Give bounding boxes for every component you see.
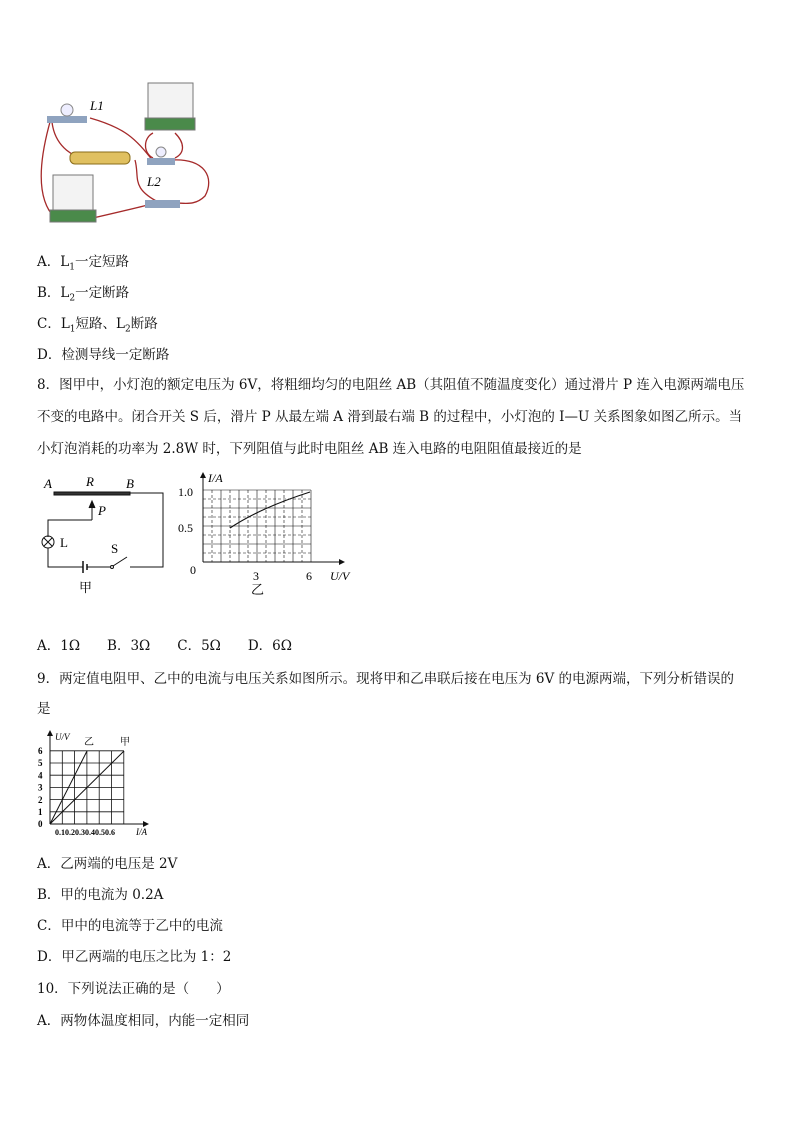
q9-option-a: A．乙两端的电压是 2V bbox=[37, 856, 178, 872]
battery-icon bbox=[70, 152, 130, 164]
q8-text-line: 小灯泡消耗的功率为 2.8W 时，下列阻值与此时电阻丝 AB 连入电路的电阻阻值最接近的是 bbox=[37, 441, 582, 457]
y-tick-label: 0 bbox=[38, 819, 43, 830]
bulb-icon bbox=[61, 104, 73, 116]
x-tick-labels: 0.10.20.30.40.50.6 bbox=[55, 828, 115, 837]
caption-jia: 甲 bbox=[79, 580, 93, 595]
q9-option-c: C．甲中的电流等于乙中的电流 bbox=[37, 918, 223, 934]
battery-icon bbox=[83, 561, 87, 573]
series-label-yi: 乙 bbox=[84, 737, 94, 748]
q7-circuit-figure bbox=[35, 78, 220, 226]
q8-text-line: 不变的电路中。闭合开关 S 后，滑片 P 从最左端 A 滑到最右端 B 的过程中，小灯泡的 I—U 关系图象如图乙所示。当 bbox=[37, 409, 743, 425]
label-L: L bbox=[60, 535, 68, 550]
label-B: B bbox=[126, 476, 134, 491]
y-tick-label: 2 bbox=[38, 794, 43, 805]
label-P: P bbox=[98, 503, 106, 518]
x-tick-3: 3 bbox=[253, 569, 259, 583]
y-tick-label: 4 bbox=[38, 770, 43, 781]
q9-text-line: 9．两定值电阻甲、乙中的电流与电压关系如图所示。现将甲和乙串联后接在电压为 6V 的电源两端，下列分析错误的 bbox=[37, 671, 735, 687]
q8-text-line: 8．图甲中，小灯泡的额定电压为 6V，将粗细均匀的电阻丝 AB（其阻值不随温度变化）通过滑片 P 连入电源两端电压 bbox=[37, 377, 745, 393]
voltmeter-icon bbox=[53, 175, 93, 210]
q7-option-a: A．$L_1$一定短路 bbox=[37, 254, 129, 273]
q7-option-b: B．$L_2$一定断路 bbox=[37, 285, 130, 304]
ammeter-icon bbox=[148, 83, 193, 118]
y-tick-label: 5 bbox=[38, 758, 43, 769]
x-tick-6: 6 bbox=[306, 569, 312, 583]
q8-figure bbox=[30, 470, 370, 600]
q10-option-a: A．两物体温度相同，内能一定相同 bbox=[37, 1013, 250, 1029]
y-tick-1.0: 1.0 bbox=[178, 485, 193, 499]
q9-option-b: B．甲的电流为 0.2A bbox=[37, 887, 164, 903]
label-A: A bbox=[44, 476, 52, 491]
x-axis-label: U/V bbox=[330, 569, 350, 583]
q9-text-line: 是 bbox=[37, 701, 51, 717]
switch-icon bbox=[145, 200, 180, 208]
q10-title: 10．下列说法正确的是（ ） bbox=[37, 981, 230, 997]
label-L1: L1 bbox=[90, 98, 104, 113]
q7-option-d: D．检测导线一定断路 bbox=[37, 347, 170, 363]
y-axis-label: U/V bbox=[55, 732, 70, 742]
q7-option-c: C．$L_1$短路、$L_2$断路 bbox=[37, 316, 158, 335]
y-tick-label: 6 bbox=[38, 746, 43, 756]
x-axis-label: I/A bbox=[136, 827, 147, 837]
caption-yi: 乙 bbox=[251, 582, 265, 597]
q8-options: A．1Ω B．3Ω C．5Ω D．6Ω bbox=[37, 638, 292, 654]
label-L2: L2 bbox=[147, 174, 161, 189]
switch-icon bbox=[113, 557, 127, 566]
resistor-wire-AB bbox=[54, 492, 130, 495]
q9-graph bbox=[30, 727, 160, 840]
label-R: R bbox=[86, 474, 94, 489]
graph-yi bbox=[178, 471, 351, 597]
y-tick-label: 3 bbox=[38, 782, 43, 793]
series-label-jia: 甲 bbox=[120, 737, 130, 748]
bulb-icon bbox=[156, 147, 166, 157]
label-S: S bbox=[111, 541, 119, 556]
q9-option-d: D．甲乙两端的电压之比为 1：2 bbox=[37, 949, 232, 965]
iu-curve bbox=[230, 492, 310, 528]
y-tick-label: 1 bbox=[38, 807, 43, 817]
y-tick-0.5: 0.5 bbox=[178, 521, 193, 535]
y-axis-label: I/A bbox=[208, 471, 223, 485]
origin-label: 0 bbox=[190, 563, 196, 577]
bulb-base-L1 bbox=[47, 116, 87, 123]
